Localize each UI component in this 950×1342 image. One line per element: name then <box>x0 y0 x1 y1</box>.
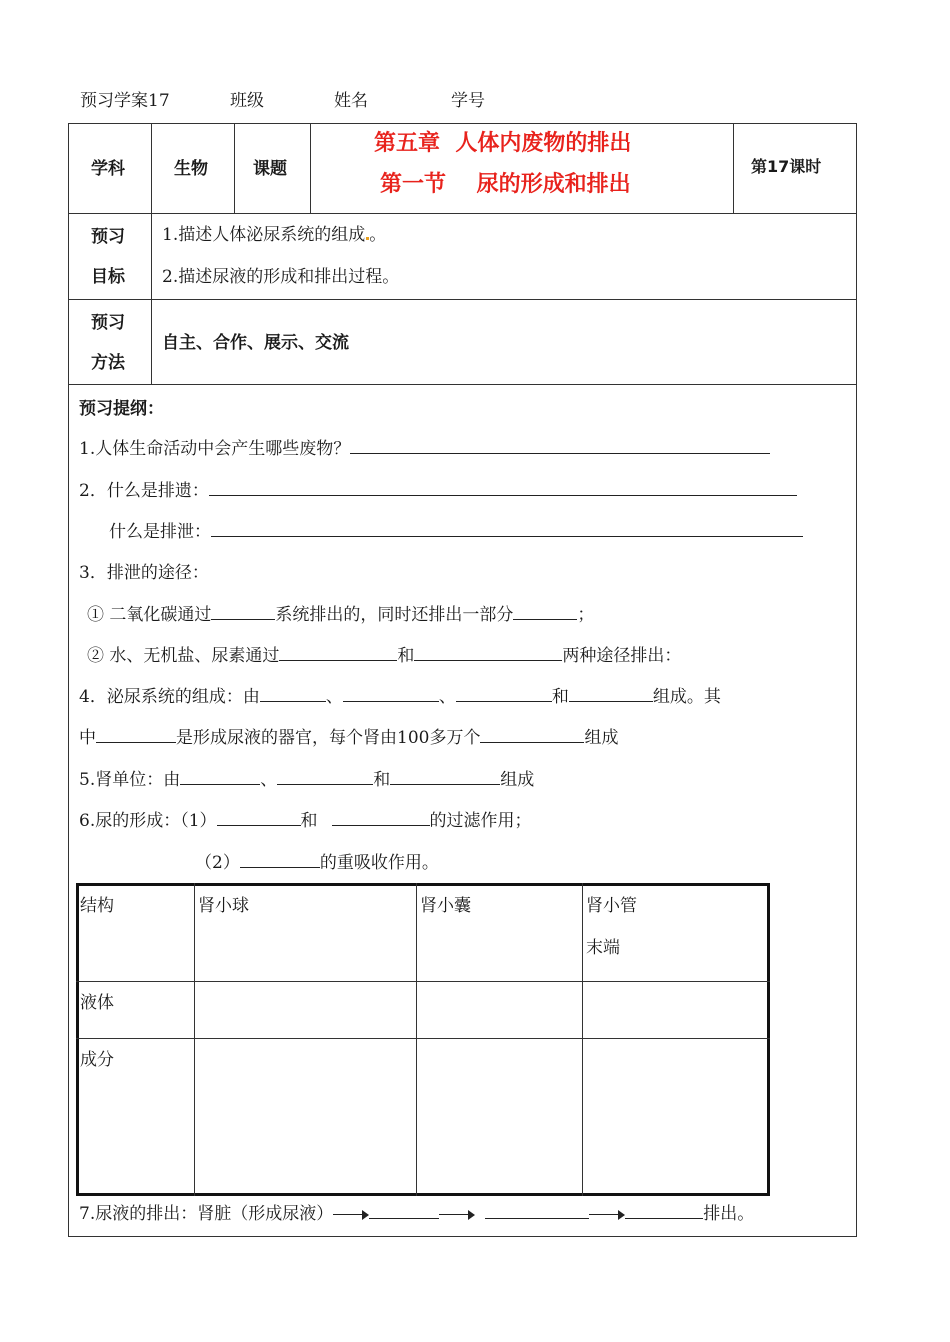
goals-label-1: 预习 <box>91 227 125 247</box>
case-number: 预习学案17 <box>80 91 170 111</box>
divider <box>68 384 857 385</box>
answer-blank[interactable] <box>332 807 430 826</box>
divider <box>234 123 235 213</box>
table-header-tubule-end: 末端 <box>586 938 620 958</box>
divider <box>76 1038 770 1039</box>
answer-blank[interactable] <box>456 683 552 702</box>
answer-blank[interactable] <box>209 477 797 496</box>
answer-blank[interactable] <box>277 766 373 785</box>
answer-blank[interactable] <box>369 1200 439 1219</box>
methods-text: 自主、合作、展示、交流 <box>162 333 349 353</box>
answer-blank[interactable] <box>485 1200 589 1219</box>
answer-blank[interactable] <box>260 683 326 702</box>
lesson-title-chapter: 第五章 人体内废物的排出 <box>374 131 632 156</box>
answer-blank[interactable] <box>414 642 562 661</box>
methods-label-2: 方法 <box>91 353 125 373</box>
answer-blank[interactable] <box>569 683 653 702</box>
divider <box>151 123 152 213</box>
answer-blank[interactable] <box>279 642 397 661</box>
question-2b: 什么是排泄： <box>109 517 803 542</box>
answer-blank[interactable] <box>625 1200 703 1219</box>
arrow-icon <box>333 1210 369 1220</box>
table-header-glomerulus: 肾小球 <box>198 896 249 916</box>
divider <box>151 213 152 384</box>
arrow-icon <box>589 1210 625 1220</box>
answer-blank[interactable] <box>217 807 301 826</box>
divider <box>733 123 734 213</box>
answer-blank[interactable] <box>390 766 500 785</box>
answer-blank[interactable] <box>180 766 260 785</box>
question-4: 4．泌尿系统的组成：由 、 、 和 组成。其 <box>79 682 721 707</box>
table-row-liquid: 液体 <box>80 993 114 1013</box>
answer-blank[interactable] <box>211 518 803 537</box>
arrow-icon <box>439 1210 475 1220</box>
answer-blank[interactable] <box>211 601 275 620</box>
lesson-title-section: 第一节 尿的形成和排出 <box>380 172 631 197</box>
goal-item-2: 2.描述尿液的形成和排出过程。 <box>162 267 400 287</box>
goal-item-1: 1.描述人体泌尿系统的组成 。 <box>162 225 387 245</box>
name-label: 姓名 <box>334 91 368 111</box>
answer-blank[interactable] <box>343 683 439 702</box>
question-7: 7.尿液的排出：肾脏（形成尿液） 排出。 <box>79 1199 754 1224</box>
divider <box>310 123 311 213</box>
question-1: 1.人体生命活动中会产生哪些废物？ <box>79 434 770 459</box>
divider <box>76 981 770 982</box>
question-3: 3．排泄的途径： <box>79 563 209 583</box>
methods-label-1: 预习 <box>91 313 125 333</box>
question-5: 5.肾单位：由 、 和 组成 <box>79 765 534 790</box>
student-id-label: 学号 <box>451 91 485 111</box>
subject-value: 生物 <box>174 159 208 179</box>
question-3-2: ② 水、无机盐、尿素通过 和 两种途径排出： <box>87 641 681 666</box>
period-label: 第17课时 <box>751 157 822 176</box>
formation-table <box>76 883 770 1196</box>
question-3-1: ① 二氧化碳通过 系统排出的，同时还排出一部分 ； <box>87 600 594 625</box>
answer-blank[interactable] <box>96 724 176 743</box>
question-4-cont: 中 是形成尿液的器官，每个肾由100多万个 组成 <box>79 723 618 748</box>
divider <box>416 883 417 1196</box>
answer-blank[interactable] <box>350 435 770 454</box>
divider <box>68 213 857 214</box>
table-header-structure: 结构 <box>80 896 114 916</box>
divider <box>68 299 857 300</box>
outline-heading: 预习提纲： <box>79 399 164 419</box>
topic-label: 课题 <box>253 159 287 179</box>
class-label: 班级 <box>230 91 264 111</box>
table-row-components: 成分 <box>80 1050 114 1070</box>
answer-blank[interactable] <box>480 724 584 743</box>
table-header-tubule: 肾小管 <box>586 896 637 916</box>
question-6: 6.尿的形成：（1） 和 的过滤作用； <box>79 806 532 831</box>
answer-blank[interactable] <box>240 849 320 868</box>
question-6-2: （2） 的重吸收作用。 <box>195 848 439 873</box>
question-2a: 2．什么是排遗： <box>79 476 797 501</box>
goals-label-2: 目标 <box>91 267 125 287</box>
divider <box>582 883 583 1196</box>
answer-blank[interactable] <box>513 601 577 620</box>
table-header-capsule: 肾小囊 <box>420 896 471 916</box>
subject-label: 学科 <box>91 159 125 179</box>
divider <box>194 883 195 1196</box>
